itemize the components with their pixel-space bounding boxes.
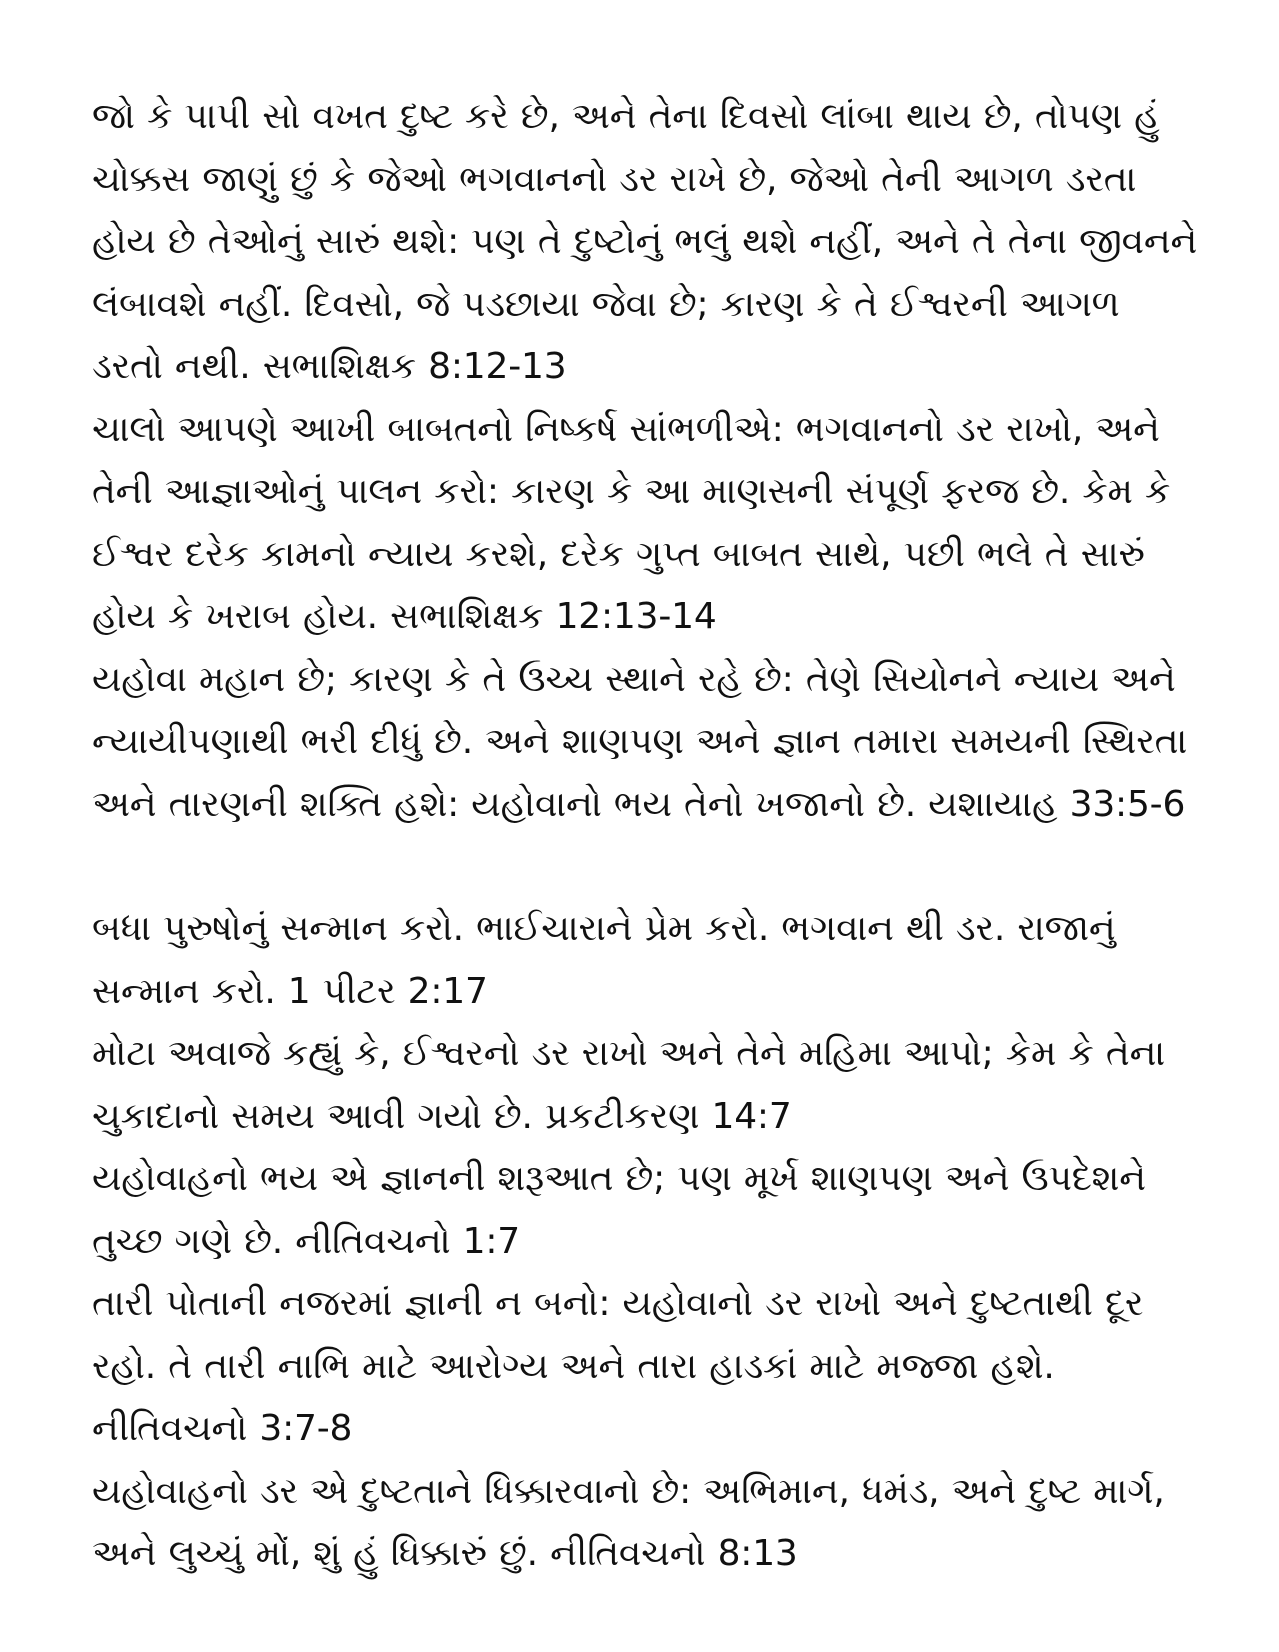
document-page [92, 86, 1202, 1586]
passage-ecclesiastes-12-13: ચાલો આપણે આખી બાબતનો નિષ્કર્ષ સાંભળીએ: ભગવાનનો ડર રાખો, અને તેની આજ્ઞાઓનું પાલન કરો: કારણ કે આ માણસની સંપૂર્ણ ફરજ છે. કેમ કે ઈશ્વર દરેક કામનો ન્યાય કરશે, દરેક ગુપ્ત બાબત સાથે, પછી ભલે તે સારું હોય કે ખરાબ હોય. સભાશિક્ષક 12:13-14 [92, 408, 1171, 637]
passage-proverbs-8-13: યહોવાહનો ડર એ દુષ્ટતાને ધિક્કારવાનો છે: અભિમાન, ધમંડ, અને દુષ્ટ માર્ગ, અને લુચ્ચું મોં, શું હું ધિક્કારું છું. નીતિવચનો 8:13 [92, 1470, 1165, 1574]
passage-proverbs-3-7: તારી પોતાની નજરમાં જ્ઞાની ન બનો: યહોવાનો ડર રાખો અને દુષ્ટતાથી દૂર રહો. તે તારી નાભિ માટે આરોગ્ય અને તારા હાડકાં માટે મજ્જા હશે. નીતિવચનો 3:7-8 [92, 1283, 1144, 1449]
passage-isaiah-33-5: યહોવા મહાન છે; કારણ કે તે ઉચ્ચ સ્થાને રહે છે: તેણે સિયોનને ન્યાય અને ન્યાયીપણાથી ભરી દીધું છે. અને શાણપણ અને જ્ઞાન તમારા સમયની સ્થિરતા અને તારણની શક્તિ હશે: યહોવાનો ભય તેનો ખજાનો છે. યશાયાહ 33:5-6 [92, 658, 1188, 825]
passage-proverbs-1-7: યહોવાહનો ભય એ જ્ઞાનની શરૂઆત છે; પણ મૂર્ખ શાણપણ અને ઉપદેશને તુચ્છ ગણે છે. નીતિવચનો 1:7 [92, 1158, 1146, 1262]
passage-revelation-14-7: મોટા અવાજે કહ્યું કે, ઈશ્વરનો ડર રાખો અને તેને મહિમા આપો; કેમ કે તેના ચુકાદાનો સમય આવી ગયો છે. પ્રકટીકરણ 14:7 [92, 1033, 1166, 1137]
passage-1-peter-2-17: બધા પુરુષોનું સન્માન કરો. ભાઈચારાને પ્રેમ કરો. ભગવાન થી ડર. રાજાનું સન્માન કરો. 1 પીટર 2:17 [92, 908, 1116, 1012]
paragraph-gap [92, 836, 1202, 898]
passage-ecclesiastes-8-12: જો કે પાપી સો વખત દુષ્ટ કરે છે, અને તેના દિવસો લાંબા થાય છે, તોપણ હું ચોક્કસ જાણું છું કે જેઓ ભગવાનનો ડર રાખે છે, જેઓ તેની આગળ ડરતા હોય છે તેઓનું સારું થશે: પણ તે દુષ્ટોનું ભલું થશે નહીં, અને તે તેના જીવનને લંબાવશે નહીં. દિવસો, જે પડછાયા જેવા છે; કારણ કે તે ઈશ્વરની આગળ ડરતો નથી. સભાશિક્ષક 8:12-13 [92, 96, 1198, 387]
